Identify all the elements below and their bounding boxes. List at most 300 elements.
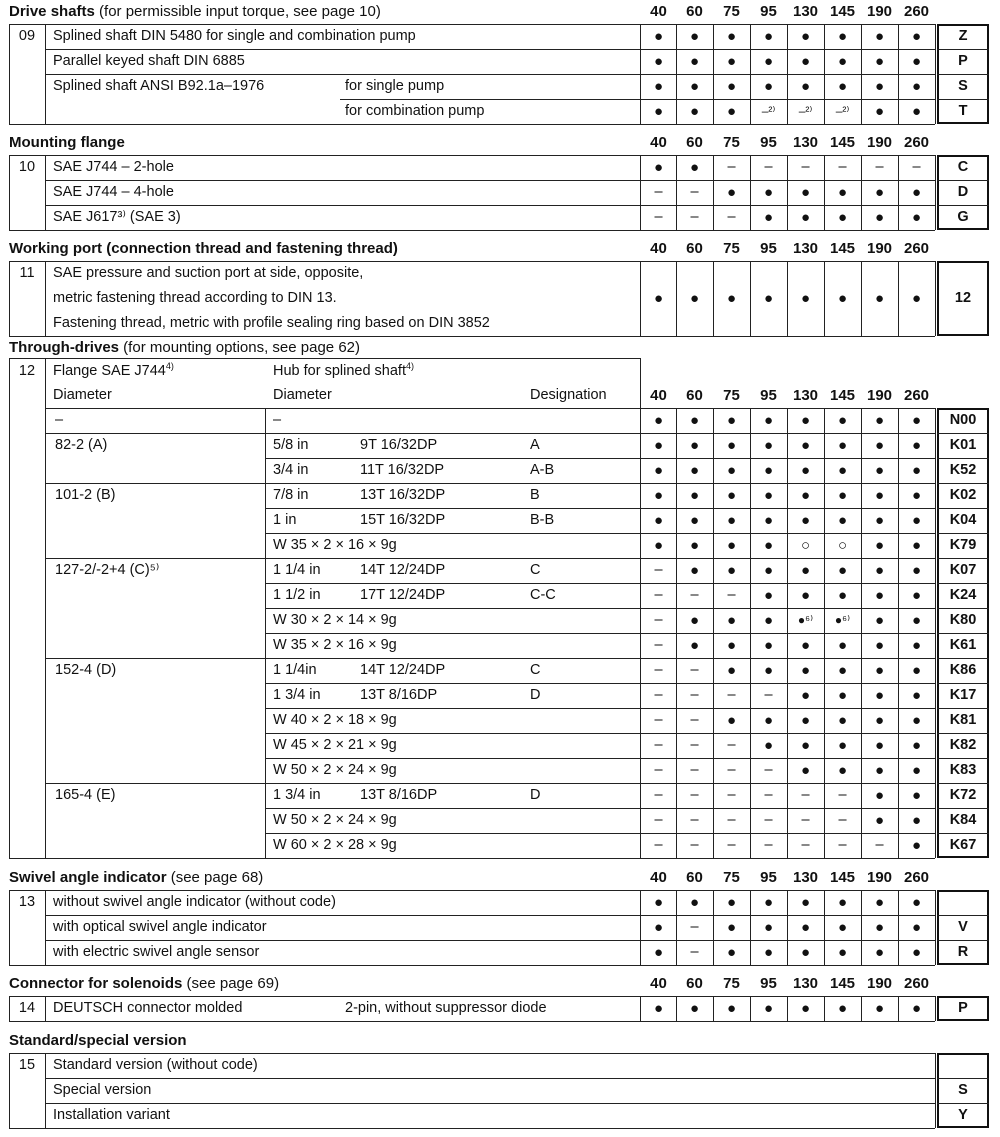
- availability-cell: ●: [689, 28, 700, 45]
- size-column-header: 60: [686, 975, 703, 992]
- size-column-header: 260: [903, 3, 930, 20]
- availability-cell: –: [690, 587, 699, 603]
- availability-cell: ●: [874, 712, 885, 729]
- availability-cell: ●: [653, 487, 664, 504]
- availability-cell: ●: [689, 103, 700, 120]
- availability-cell: ●: [911, 612, 922, 629]
- position-number: 14: [18, 1000, 36, 1016]
- availability-cell: ●: [874, 687, 885, 704]
- availability-cell: ●: [911, 437, 922, 454]
- hub-spline-spec: 17T 12/24DP: [360, 587, 446, 603]
- availability-cell: ●: [911, 919, 922, 936]
- availability-cell: ●: [911, 944, 922, 961]
- availability-cell: ●: [874, 1000, 885, 1017]
- availability-cell: ●: [874, 637, 885, 654]
- availability-cell: ●: [689, 1000, 700, 1017]
- footnote-ref: 4): [165, 361, 174, 371]
- availability-cell: –: [654, 184, 663, 200]
- section-note: (for mounting options, see page 62): [119, 339, 360, 356]
- ordering-code: P: [958, 1000, 968, 1016]
- availability-cell: –²⁾: [835, 104, 850, 118]
- availability-cell: ●: [874, 662, 885, 679]
- section-heading: [9, 132, 125, 154]
- availability-cell: ●: [874, 537, 885, 554]
- size-column-header: 60: [686, 134, 703, 151]
- availability-cell: ●: [837, 209, 848, 226]
- ordering-code: K82: [949, 737, 977, 753]
- flange-diameter: 127-2/-2+4 (C)⁵⁾: [55, 562, 160, 578]
- availability-cell: ●: [689, 487, 700, 504]
- diameter-header: Diameter: [53, 387, 112, 403]
- ordering-code: K17: [949, 687, 977, 703]
- availability-cell: –: [801, 837, 810, 853]
- hub-diameter: –: [273, 412, 282, 428]
- footnote-ref: 4): [406, 361, 415, 371]
- availability-cell: ●: [653, 944, 664, 961]
- flange-diameter: 82-2 (A): [55, 437, 108, 453]
- availability-cell: ●: [800, 737, 811, 754]
- option-description: Splined shaft ANSI B92.1a–1976: [53, 78, 265, 94]
- size-column-header: 130: [792, 387, 819, 404]
- size-column-header: 40: [650, 240, 667, 257]
- option-description: with optical swivel angle indicator: [53, 919, 267, 935]
- availability-cell: ●: [911, 894, 922, 911]
- availability-cell: ●: [800, 412, 811, 429]
- size-column-header: 75: [723, 869, 740, 886]
- flange-diameter: 152-4 (D): [55, 662, 117, 678]
- table-top-rule: [9, 358, 640, 359]
- availability-cell: ●⁶⁾: [797, 613, 814, 627]
- availability-cell: ●: [800, 919, 811, 936]
- availability-cell: ●: [837, 944, 848, 961]
- availability-cell: ●: [689, 78, 700, 95]
- availability-cell: ●: [763, 209, 774, 226]
- size-column-header: 130: [792, 3, 819, 20]
- availability-cell: –: [727, 762, 736, 778]
- availability-cell: ●: [726, 462, 737, 479]
- hub-spline-spec: 14T 12/24DP: [360, 562, 446, 578]
- availability-cell: ●: [763, 437, 774, 454]
- column-rule: [935, 261, 936, 336]
- availability-cell: ●: [800, 184, 811, 201]
- hub-diameter: 1 3/4 in: [273, 687, 321, 703]
- availability-cell: ●: [837, 737, 848, 754]
- availability-cell: ●: [726, 412, 737, 429]
- availability-cell: ●: [911, 737, 922, 754]
- availability-cell: –: [654, 662, 663, 678]
- availability-cell: –: [838, 812, 847, 828]
- option-description: SAE J617³⁾ (SAE 3): [53, 209, 181, 225]
- availability-cell: ●: [653, 53, 664, 70]
- availability-cell: ●: [689, 290, 700, 307]
- availability-cell: ●: [837, 687, 848, 704]
- section-heading: [9, 1, 381, 23]
- option-description: Special version: [53, 1082, 152, 1098]
- availability-cell: ●: [837, 919, 848, 936]
- hub-diameter: W 40 × 2 × 18 × 9g: [273, 712, 397, 728]
- size-column-header: 190: [866, 387, 893, 404]
- ordering-code: V: [958, 919, 968, 935]
- availability-cell: –: [727, 787, 736, 803]
- hub-designation: C-C: [530, 587, 556, 603]
- hub-diameter: 7/8 in: [273, 487, 309, 503]
- availability-cell: –: [690, 184, 699, 200]
- availability-cell: ●: [837, 437, 848, 454]
- availability-cell: ●: [874, 944, 885, 961]
- availability-cell: ●: [911, 587, 922, 604]
- availability-cell: ●: [800, 662, 811, 679]
- availability-cell: ●: [726, 53, 737, 70]
- availability-cell: ●: [689, 894, 700, 911]
- size-column-header: 40: [650, 975, 667, 992]
- availability-cell: ●: [837, 662, 848, 679]
- hub-spline-spec: 15T 16/32DP: [360, 512, 446, 528]
- ordering-code: P: [958, 53, 968, 69]
- availability-cell: ●: [911, 184, 922, 201]
- availability-cell: ●: [726, 290, 737, 307]
- availability-cell: ●: [874, 103, 885, 120]
- availability-cell: –: [654, 762, 663, 778]
- availability-cell: ●: [763, 53, 774, 70]
- hub-header: [273, 359, 414, 384]
- availability-cell: –: [801, 159, 810, 175]
- ordering-code: S: [958, 78, 968, 94]
- availability-cell: –: [875, 159, 884, 175]
- hub-diameter: 1 in: [273, 512, 297, 528]
- availability-cell: –: [690, 812, 699, 828]
- section-note: (see page 68): [166, 869, 264, 886]
- column-rule: [45, 155, 46, 230]
- availability-cell: ●: [726, 1000, 737, 1017]
- availability-cell: ●: [837, 78, 848, 95]
- ordering-code: K02: [949, 487, 977, 503]
- size-column-header: 130: [792, 134, 819, 151]
- availability-cell: ●: [726, 712, 737, 729]
- hub-spline-spec: 13T 8/16DP: [360, 787, 438, 803]
- ordering-code: N00: [949, 412, 977, 428]
- hub-diameter: 1 1/4in: [273, 662, 317, 678]
- option-description: Splined shaft DIN 5480 for single and combination pump: [53, 28, 416, 44]
- availability-cell: ●: [874, 612, 885, 629]
- availability-cell: –²⁾: [798, 104, 813, 118]
- ordering-code: 12: [954, 290, 972, 306]
- availability-cell: ●: [911, 762, 922, 779]
- availability-cell: ●: [726, 637, 737, 654]
- availability-cell: ●: [837, 762, 848, 779]
- availability-cell: ●: [874, 209, 885, 226]
- size-column-header: 145: [829, 975, 856, 992]
- hub-diameter: W 30 × 2 × 14 × 9g: [273, 612, 397, 628]
- availability-cell: ●: [763, 462, 774, 479]
- hub-diameter: W 50 × 2 × 24 × 9g: [273, 812, 397, 828]
- availability-cell: –: [654, 587, 663, 603]
- availability-cell: ●: [800, 894, 811, 911]
- size-column-header: 95: [760, 387, 777, 404]
- ordering-code: K52: [949, 462, 977, 478]
- ordering-code: K86: [949, 662, 977, 678]
- size-column-header: 60: [686, 387, 703, 404]
- hub-diameter: W 50 × 2 × 24 × 9g: [273, 762, 397, 778]
- column-rule: [640, 358, 641, 408]
- column-rule: [45, 1053, 46, 1128]
- availability-cell: –: [912, 159, 921, 175]
- section-heading: [9, 1030, 187, 1052]
- availability-cell: ●: [911, 562, 922, 579]
- availability-cell: ●: [653, 78, 664, 95]
- section-title: Mounting flange: [9, 134, 125, 151]
- availability-cell: ●: [763, 537, 774, 554]
- column-rule: [935, 155, 936, 230]
- size-column-header: 260: [903, 387, 930, 404]
- availability-cell: ●: [653, 919, 664, 936]
- availability-cell: –: [838, 159, 847, 175]
- section-note: (see page 69): [182, 975, 280, 992]
- availability-cell: –: [801, 812, 810, 828]
- availability-cell: –: [690, 209, 699, 225]
- availability-cell: ●: [837, 562, 848, 579]
- availability-cell: ●: [763, 587, 774, 604]
- ordering-code: Z: [958, 28, 968, 44]
- availability-cell: ●: [763, 412, 774, 429]
- hub-diameter: 1 1/4 in: [273, 562, 321, 578]
- availability-cell: ●: [911, 712, 922, 729]
- availability-cell: ●: [837, 290, 848, 307]
- column-rule: [935, 890, 936, 965]
- availability-cell: ●: [911, 812, 922, 829]
- availability-cell: ●: [653, 412, 664, 429]
- availability-cell: ●: [653, 437, 664, 454]
- availability-cell: ●: [800, 712, 811, 729]
- availability-cell: ●: [874, 412, 885, 429]
- table-bottom-rule: [9, 230, 935, 231]
- table-bottom-rule: [9, 1128, 935, 1129]
- size-column-header: 95: [760, 134, 777, 151]
- designation-header: Designation: [530, 387, 607, 403]
- size-column-header: 60: [686, 3, 703, 20]
- availability-cell: ●: [800, 487, 811, 504]
- availability-cell: ●: [837, 53, 848, 70]
- availability-cell: –: [654, 562, 663, 578]
- option-description: SAE J744 – 4-hole: [53, 184, 174, 200]
- availability-cell: ●: [911, 487, 922, 504]
- availability-cell: ●: [763, 612, 774, 629]
- availability-cell: ●: [837, 28, 848, 45]
- availability-cell: ●: [874, 894, 885, 911]
- size-column-header: 75: [723, 975, 740, 992]
- availability-cell: ●: [800, 290, 811, 307]
- availability-cell: ●: [689, 412, 700, 429]
- availability-cell: –: [690, 787, 699, 803]
- size-column-header: 190: [866, 240, 893, 257]
- column-rule: [935, 408, 936, 858]
- option-description: SAE pressure and suction port at side, opposite,: [53, 265, 364, 281]
- ordering-code: K72: [949, 787, 977, 803]
- ordering-code: K67: [949, 837, 977, 853]
- availability-cell: ●: [911, 28, 922, 45]
- ordering-code: K84: [949, 812, 977, 828]
- size-column-header: 145: [829, 134, 856, 151]
- size-column-header: 40: [650, 134, 667, 151]
- size-column-header: 260: [903, 869, 930, 886]
- section-title: Connector for solenoids: [9, 975, 183, 992]
- table-bottom-rule: [9, 124, 935, 125]
- ordering-code: R: [957, 944, 969, 960]
- option-description: with electric swivel angle sensor: [53, 944, 260, 960]
- availability-cell: ●: [911, 78, 922, 95]
- hub-diameter: 1 3/4 in: [273, 787, 321, 803]
- size-column-header: 75: [723, 3, 740, 20]
- size-column-header: 75: [723, 240, 740, 257]
- availability-cell: ●: [689, 437, 700, 454]
- availability-cell: ●: [726, 612, 737, 629]
- ordering-code: K07: [949, 562, 977, 578]
- ordering-code: D: [957, 184, 969, 200]
- availability-cell: ●: [800, 53, 811, 70]
- availability-cell: ●: [726, 437, 737, 454]
- availability-cell: ●: [874, 762, 885, 779]
- availability-cell: ●: [653, 103, 664, 120]
- availability-cell: –: [654, 837, 663, 853]
- availability-cell: ●: [911, 412, 922, 429]
- flange-diameter: 165-4 (E): [55, 787, 116, 803]
- availability-cell: ●: [689, 159, 700, 176]
- availability-cell: ●: [726, 184, 737, 201]
- availability-cell: –: [764, 787, 773, 803]
- hub-designation: C: [530, 562, 541, 578]
- availability-cell: –: [727, 209, 736, 225]
- availability-cell: ●: [911, 662, 922, 679]
- column-rule: [935, 996, 936, 1021]
- ordering-code: C: [957, 159, 969, 175]
- section-title: Drive shafts: [9, 3, 95, 20]
- availability-cell: –: [764, 812, 773, 828]
- availability-cell: ●: [763, 737, 774, 754]
- availability-cell: –: [654, 687, 663, 703]
- size-column-header: 260: [903, 975, 930, 992]
- row-rule: [45, 1103, 935, 1104]
- availability-cell: ●: [837, 512, 848, 529]
- availability-cell: ●: [763, 78, 774, 95]
- availability-cell: ●: [653, 894, 664, 911]
- hub-spline-spec: 13T 16/32DP: [360, 487, 446, 503]
- section-title: Standard/special version: [9, 1032, 187, 1049]
- availability-cell: ●: [800, 462, 811, 479]
- hub-diameter: 1 1/2 in: [273, 587, 321, 603]
- availability-cell: ●: [763, 944, 774, 961]
- availability-cell: ●: [763, 512, 774, 529]
- option-sub-description: for combination pump: [345, 103, 485, 119]
- size-column-header: 95: [760, 3, 777, 20]
- column-rule: [9, 358, 10, 858]
- column-rule: [935, 1053, 936, 1128]
- availability-cell: –: [764, 687, 773, 703]
- option-sub-description: 2-pin, without suppressor diode: [345, 1000, 547, 1016]
- hub-designation: B-B: [530, 512, 555, 528]
- size-column-header: 190: [866, 3, 893, 20]
- availability-cell: ○: [800, 537, 811, 554]
- hub-spline-spec: 14T 12/24DP: [360, 662, 446, 678]
- ordering-code: K80: [949, 612, 977, 628]
- ordering-code: S: [958, 1082, 968, 1098]
- availability-cell: ●: [726, 487, 737, 504]
- hub-designation: D: [530, 787, 541, 803]
- availability-cell: ●: [800, 637, 811, 654]
- availability-cell: ●: [874, 184, 885, 201]
- size-column-header: 60: [686, 240, 703, 257]
- availability-cell: –: [727, 687, 736, 703]
- availability-cell: ●: [800, 587, 811, 604]
- availability-cell: –: [654, 787, 663, 803]
- availability-cell: ●: [763, 28, 774, 45]
- ordering-code: K24: [949, 587, 977, 603]
- availability-cell: ●: [874, 737, 885, 754]
- availability-cell: ●: [763, 487, 774, 504]
- position-number: 09: [18, 28, 36, 44]
- availability-cell: –: [690, 737, 699, 753]
- flange-diameter: 101-2 (B): [55, 487, 116, 503]
- availability-cell: ●: [874, 53, 885, 70]
- hub-diameter: W 35 × 2 × 16 × 9g: [273, 637, 397, 653]
- size-column-header: 260: [903, 134, 930, 151]
- availability-cell: ●: [726, 662, 737, 679]
- column-rule: [45, 996, 46, 1021]
- availability-cell: –²⁾: [761, 104, 776, 118]
- availability-cell: –: [654, 712, 663, 728]
- availability-cell: ●: [874, 437, 885, 454]
- option-description: DEUTSCH connector molded: [53, 1000, 243, 1016]
- size-column-header: 145: [829, 387, 856, 404]
- availability-cell: ●: [726, 562, 737, 579]
- section-title: Working port (connection thread and fastening thread): [9, 240, 398, 257]
- availability-cell: ●: [800, 944, 811, 961]
- hub-spline-spec: 13T 8/16DP: [360, 687, 438, 703]
- option-description: without swivel angle indicator (without code): [53, 894, 336, 910]
- availability-cell: ●: [726, 919, 737, 936]
- size-column-header: 145: [829, 240, 856, 257]
- flange-header: [53, 359, 174, 384]
- availability-cell: –: [654, 612, 663, 628]
- availability-cell: ●: [726, 103, 737, 120]
- availability-cell: ●: [911, 53, 922, 70]
- availability-cell: –: [654, 637, 663, 653]
- availability-cell: –: [690, 944, 699, 960]
- availability-cell: –: [838, 787, 847, 803]
- availability-cell: ●: [800, 687, 811, 704]
- availability-cell: ●: [911, 512, 922, 529]
- ordering-code: K81: [949, 712, 977, 728]
- availability-cell: ●: [837, 412, 848, 429]
- position-number: 10: [18, 159, 36, 175]
- availability-cell: –: [690, 919, 699, 935]
- availability-cell: ●: [800, 437, 811, 454]
- option-description-line: metric fastening thread according to DIN 13.: [53, 290, 337, 306]
- availability-cell: ●: [911, 787, 922, 804]
- availability-cell: ●: [653, 159, 664, 176]
- availability-cell: ●: [689, 562, 700, 579]
- availability-cell: ●: [911, 637, 922, 654]
- availability-cell: –: [727, 837, 736, 853]
- availability-cell: ●: [800, 1000, 811, 1017]
- size-column-header: 130: [792, 240, 819, 257]
- size-column-header: 95: [760, 869, 777, 886]
- availability-cell: ●: [911, 209, 922, 226]
- availability-cell: ●: [653, 1000, 664, 1017]
- hub-spline-spec: 9T 16/32DP: [360, 437, 438, 453]
- availability-cell: ●: [653, 28, 664, 45]
- availability-cell: ●: [874, 512, 885, 529]
- availability-cell: –: [690, 837, 699, 853]
- availability-cell: ●: [726, 537, 737, 554]
